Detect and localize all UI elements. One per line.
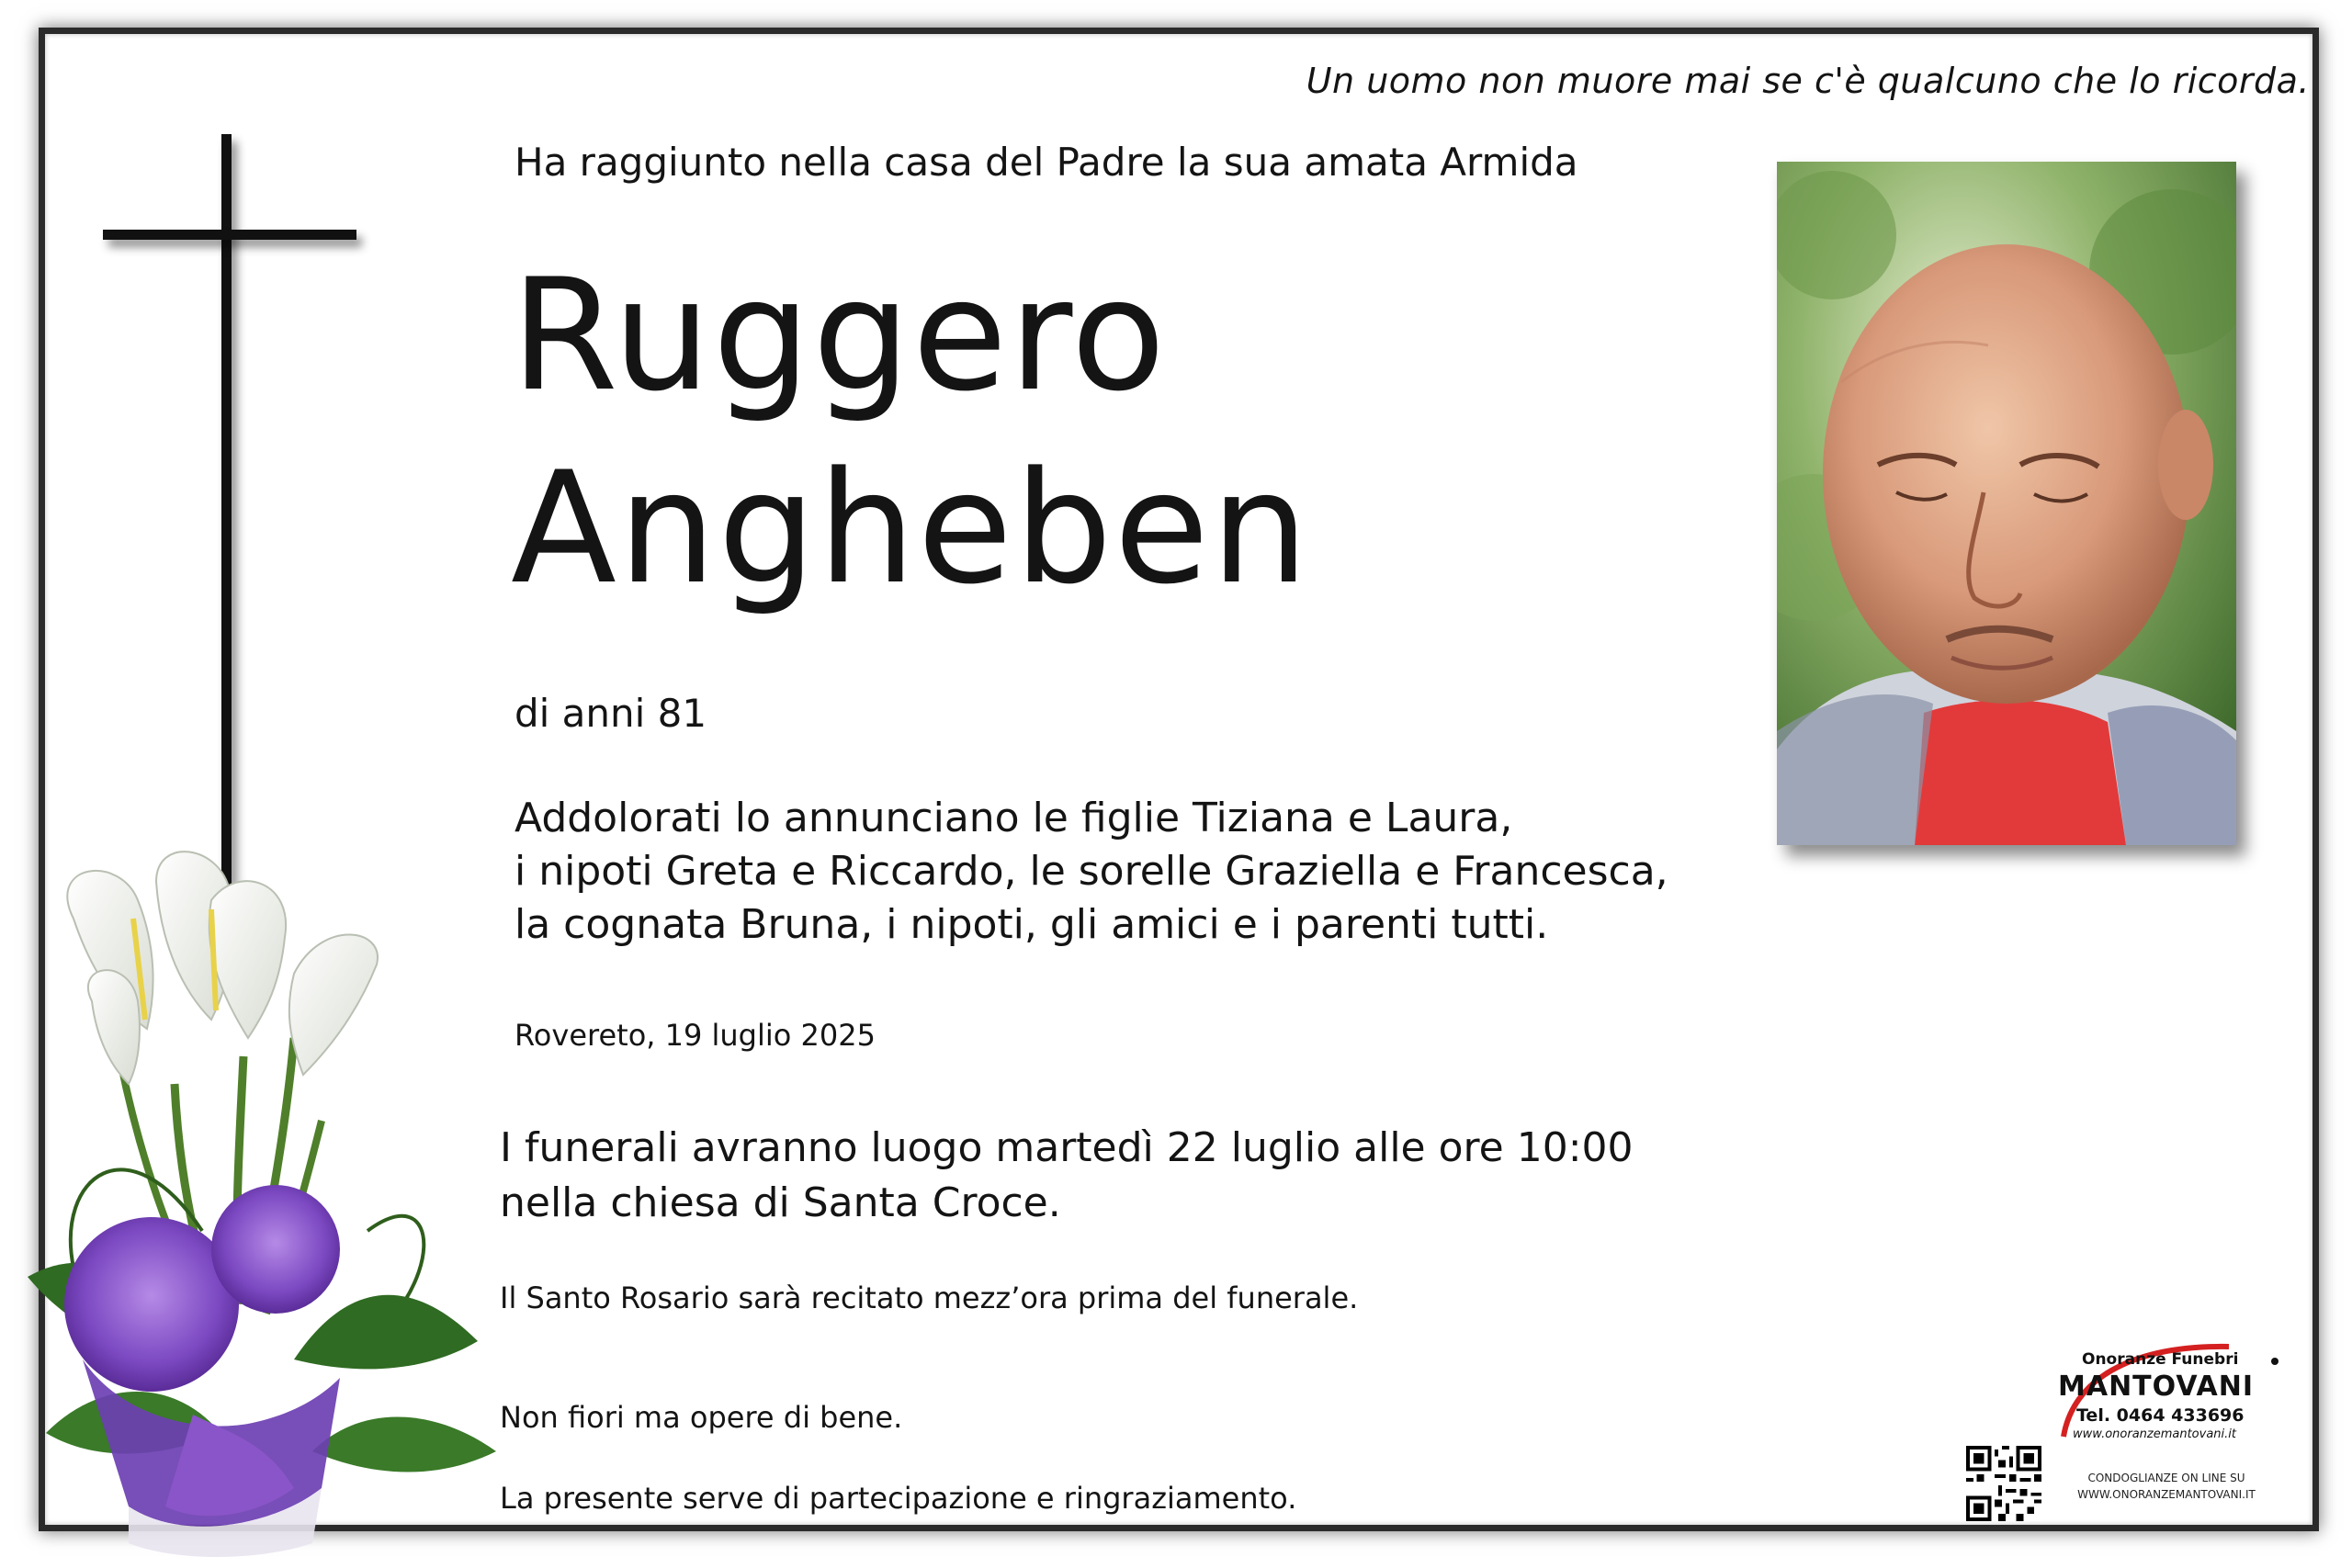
- condolences-note: [2056, 1470, 2277, 1503]
- logo-top-line: Onoranze Funebri: [2082, 1350, 2239, 1369]
- announcement-line: la cognata Bruna, i nipoti, gli amici e i parenti tutti.: [514, 901, 1549, 948]
- no-flowers-note: Non fiori ma opere di bene.: [500, 1400, 903, 1435]
- funeral-info: [500, 1121, 1634, 1231]
- funeral-home-logo: [2054, 1326, 2293, 1446]
- rosary-note: Il Santo Rosario sarà recitato mezz’ora prima del funerale.: [500, 1280, 1359, 1315]
- cross-icon: [103, 134, 360, 924]
- funeral-line: I funerali avranno luogo martedì 22 luglio alle ore 10:00: [500, 1124, 1634, 1171]
- announcement: [514, 792, 1668, 952]
- calla-lily-bouquet-icon: [18, 845, 505, 1562]
- announcement-line: Addolorati lo annunciano le figlie Tiziana e Laura,: [514, 795, 1513, 841]
- portrait-photo: [1777, 162, 2236, 845]
- age-line: di anni 81: [514, 691, 707, 736]
- intro-line: Ha raggiunto nella casa del Padre la sua amata Armida: [514, 140, 1578, 185]
- qr-code-icon: [1966, 1446, 2041, 1521]
- condolences-line: CONDOGLIANZE ON LINE SU: [2087, 1472, 2245, 1484]
- condolences-url: WWW.ONORANZEMANTOVANI.IT: [2077, 1488, 2256, 1501]
- announcement-line: i nipoti Greta e Riccardo, le sorelle Graziella e Francesca,: [514, 848, 1668, 895]
- deceased-last-name: Angheben: [511, 438, 1311, 618]
- place-date: Rovereto, 19 luglio 2025: [514, 1018, 876, 1053]
- logo-phone: Tel. 0464 433696: [2076, 1405, 2245, 1426]
- funeral-line: nella chiesa di Santa Croce.: [500, 1179, 1061, 1226]
- deceased-first-name: Ruggero: [511, 245, 1168, 425]
- motto: Un uomo non muore mai se c'è qualcuno che lo ricorda.: [1306, 61, 2310, 101]
- logo-brand: MANTOVANI: [2058, 1371, 2255, 1403]
- logo-website: www.onoranzemantovani.it: [2073, 1427, 2236, 1441]
- thanks-note: La presente serve di partecipazione e ringraziamento.: [500, 1481, 1297, 1516]
